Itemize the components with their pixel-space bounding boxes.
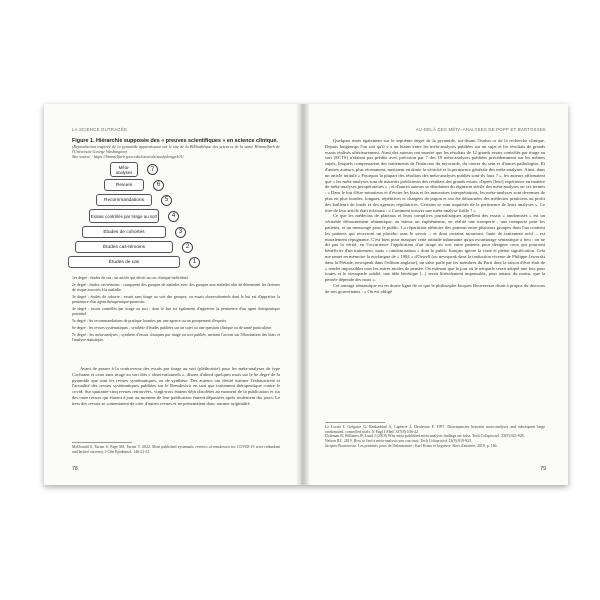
book-gutter [296,104,310,485]
left-page-number: 78 [72,466,78,472]
pyramid-number-3: 3 [175,227,186,238]
left-body-text [72,366,280,407]
pyramid-number-4: 4 [168,211,179,222]
footnote-rule [325,422,385,423]
right-page [303,104,568,485]
footnote-text: Doleman B, Williams JP, Lund J (2019) Why most published meta-analysis findings are false. Tech Coloproctol. 23(9):925-928. [325,434,525,439]
footnote-text: Le Lorier J, Grégoire G, Benhaddad A, Lapierre J, Derderian F. 1997. Discrepancies between meta-analyses and subsequent large randomized, controlled trials. N Engl J Med. 337(8):536-42. [325,425,545,434]
pyramid-number-7: 7 [147,164,158,175]
figure-caption [72,138,280,159]
pyramid-level-1: Études de cas [68,256,180,268]
pyramid-level-2: Études cas-témoins [75,241,173,253]
pyramid-level-5: Recommandations [96,194,152,206]
pyramid-number-6: 6 [153,180,164,191]
legend-item: 1er degré : études de cas ; un article qui décrit un cas clinique individuel. [72,275,189,280]
left-running-head: LA SCIENCE OUTRAGÉE [72,127,128,132]
left-page [44,104,301,485]
body-paragraph: Ce que les médecins de plateaux et leurs complices journalistiques appellent des essais « randomisés » est un véritable détournement sémantique, au mieux un euphémisme, en réalité une tromperie ; une tromperie pour les patients, et un mensonge pour le public. La répartition aléatoire des patients entre plusieurs groupes dont l'un contient les patients qui recevront un placebo sans le savoir – et dont certains mourront, faute de traitement actif – est moralement répugnante. C'est bien pour masquer cette attitude inhumaine qu'un escamotage sémantique a lieu : on ne dit pas la vérité, en l'occurrence l'application d'un tirage au sort entre patients pour désigner ceux qui pourront bénéficier d'un traitement, mais « randomisation » dont le public français ignore la vraie et pleine signification. Cela me remet en mémoire la novlangue de « 1984 » d'Orwell (ou newspeak dans la traduction récente de Philippe Jaworski dans la Pléiade, newspeak dans l'édition anglaise), un sabir parlé par les membres du Parti dont la raison d'être était de « rendre impossibles tous les autres modes de pensée. On estimait que le jour où le néoparle serait adopté une fois pour toutes et le vieuxparle oublié, une idée hérétique [...] serait littéralement impensable, pour autant, du moins, que la pensée dépende des mots ». [325,213,545,283]
right-page-number: 79 [540,466,546,472]
left-footnotes [72,440,280,454]
legend-item: 2e degré : études cas-témoins ; comparent des groupes de malades avec des groupes non malades afin de déterminer les facteurs de risque associés à la maladie. [72,282,280,292]
pyramid-number-5: 5 [161,195,172,206]
legend-item: 7e degré : les méta-analyses ; synthèse d'essais cliniques par tirage au sort publiés, mettant l'accent sur l'élimination des biais et l'analyse statistique. [72,331,280,342]
figure-credit: (Reproduction inspirée de la pyramide apparaissant sur le site de la Bibliothèque des sciences de la santé Himmelfarb de l'Université George Washington) [72,144,280,155]
evidence-pyramid [72,162,272,270]
pyramid-level-6: Revues [104,179,144,191]
right-running-head: AU-DELÀ DES MÉTA-ANALYSES DE POPP ET BARTOSSEK [415,127,546,132]
right-body-text [325,138,545,295]
legend-item: 6e degré : les revues systématiques ; synthèse d'études publiées sur un sujet ou une question clinique ou de santé particulière. [72,324,273,330]
body-paragraph: Quelques mots également sur le septième degré de la pyramide, soi-disant l'étalon or de la recherche clinique. Depuis longtemps l'on sait qu'il y a un hiatus entre les méta-analyses publiées sur un sujet et les résultats de grands essais réalisés ultérieurement. Ainsi des auteurs ont montré que les résultats de 12 grands essais contrôlés par tirage au sort (ECTS) n'étaient pas prédits avec précision par 7 des 19 méta-analyses publiées précédemment sur les mêmes sujets, lesquels comprenaient des traitements de l'infarctus du myocarde, du cancer du sein et d'autres pathologies. Et d'autres auteurs, plus récemment, mettaient en doute la véracité et la pertinence générale des méta-analyses. Ainsi, dans un article intitulé « Pourquoi la plupart des résultats des méta-analyses publiés sont-ils faux ? », les auteurs affirmaient que « les méta-analyses sont de mauvais prédicteurs des résultats des grands essais, d'après [leur] expérience en matière de méta-analyses peropératoires » ; et d'autres auteurs se désolaient du régiment stérile des méta-analyses en ces termes : « Dans le but d'être minutieux et d'éviter les biais et les mauvaises interprétations, les méta-analyses sont devenues de plus en plus lourdes, longues, répétitives et chargées de jargon et ont été détournées des médecins praticiens au profit des bailleurs de fonds et des agences régulatrices. Certains se sont inquiétés de la pertinence de leurs analyses ». Le titre de leur article était éclairant : « Comment trouver une méta-analyse fiable ? » [325,138,545,213]
footnote: McDonald S, Turner S, Page MJ, Turner T. 2022. Most published systematic reviews of remdesivir for COVID-19 were redundant and lacked currency. J Clin Epidemiol. 146:22-31. [72,445,280,454]
footnote [325,425,545,434]
footnote [325,444,545,449]
footnote-text: Jacques Bouveresse. Les premiers jours de l'inhumanité ; Karl Kraus et la guerre. Hors d'atteinte, 2019, p. 166. [325,443,498,448]
legend-item: 4e degré : essais contrôlés par tirage au sort ; dont le but est également d'apprécier la pertinence d'un agent thérapeutique potentiel. [72,305,280,316]
pyramid-number-1: 1 [189,257,200,268]
pyramid-number-2: 2 [182,242,193,253]
footnote-rule [72,442,132,443]
legend-item: 5e degré : les recommandations de pratique fournies par une agence ou un groupement d'experts. [72,317,227,323]
pyramid-level-3: Études de cohortes [82,226,166,238]
pyramid-level-7: Méta-analyses [110,162,138,177]
legend-item: 3e degré : études de cohorte ; essais sans tirage au sort des groupes, ou essais observationnels dont le but est d'apprécier la pertinence d'un agent thérapeutique/pronostic. [72,293,280,304]
pyramid-level-4: Essais contrôlés par tirage au sort [89,209,159,223]
pyramid-legend [72,276,280,345]
figure-title: Figure 1. Hiérarchie supposée des « preuves scientifiques » en science clinique. [72,138,278,144]
body-paragraph: Avant de passer à la controverse des essais par tirage au sort (pléthoriste) pour les méta-analyses de type Cochrane et ceux sans tirage au sort dits « observationnels », disons d'abord quelques mots sur le 6e degré de la pyramide que sont les revues systématiques, ou de synthèse. Des auteurs ont désiré estimer l'exhaustivité et l'actualité des revues systématiques publiées sur le Remdesivir en tant que traitement thérapeutique contre le covid. Sur quarante-cinq revues retrouvées, vingt-trois étaient déjà obsolètes au moment de la publication et six des onze revues qui étaient à jour au moment de leur publication étaient dépassées après seulement dix jours. Le tiers des revues se contentaient de citer d'autres revues et ne présentaient donc aucune originalité. [72,366,280,406]
right-footnotes [325,420,545,449]
open-book [44,104,568,485]
footnote-text: Nelson RL. 2019. How to find a meta-analysis you can trust. Tech Coloproctol 23(9):919-923. [325,439,472,444]
figure-site: Site source : https://himmelfarb.gwu.edu/tutorials/studydesign101/ [72,154,184,160]
body-paragraph: Cet outrage sémantique est en droite ligne de ce que le philosophe Jacques Bouveresse disait à propos du discours de nos gouvernants : « On est obligé [325,282,545,294]
